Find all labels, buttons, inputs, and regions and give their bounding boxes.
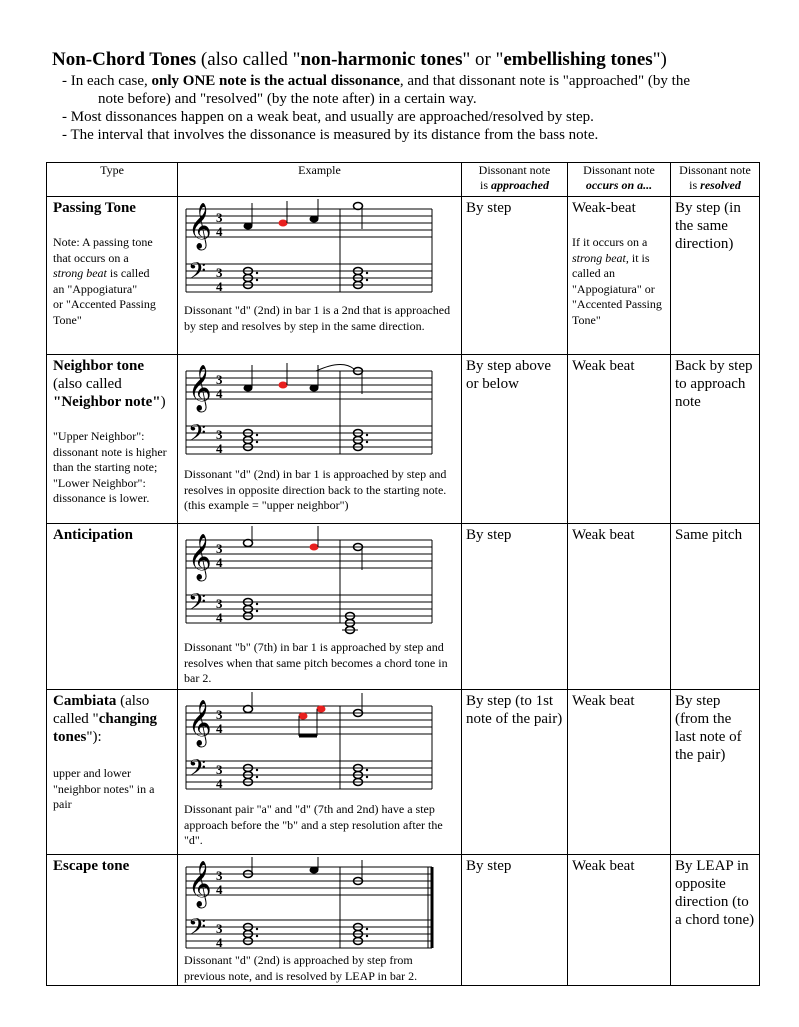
bullet-3: - The interval that involves the dissonance is measured by its distance from the bass note.: [62, 127, 599, 143]
type-name: Anticipation: [53, 527, 134, 543]
svg-text:4: 4: [216, 776, 223, 791]
header-type: Type: [47, 163, 178, 197]
svg-text:4: 4: [216, 441, 223, 456]
bass-clef-icon: 𝄢: [188, 257, 207, 290]
music-example-neighbor-tone: [182, 357, 442, 461]
header-approached: Dissonant note is approached: [462, 163, 568, 197]
svg-text:4: 4: [216, 224, 223, 239]
example-caption: Dissonant "d" (2nd) is approached by step from previous note, and is resolved by LEAP in bar 2.: [184, 953, 418, 983]
example-cell: [178, 524, 462, 690]
type-name: Escape tone: [53, 858, 130, 874]
svg-text:3: 3: [216, 265, 223, 280]
approached-cell: By step: [462, 197, 568, 355]
svg-text:4: 4: [216, 935, 223, 950]
type-name: Cambiata (also called "changing tones"):: [53, 693, 158, 745]
music-example-escape-tone: [182, 857, 442, 953]
treble-clef-icon: 𝄞: [188, 534, 212, 580]
bass-clef-icon: 𝄢: [188, 913, 207, 946]
type-name: Passing Tone: [53, 200, 136, 216]
svg-text:3: 3: [216, 596, 223, 611]
svg-text:4: 4: [216, 279, 223, 294]
example-cell: [178, 197, 462, 355]
approached-cell: By step above or below: [462, 355, 568, 524]
intro-bullets: [52, 72, 772, 144]
bass-clef-icon: 𝄢: [188, 754, 207, 787]
treble-clef-icon: 𝄞: [188, 861, 212, 907]
svg-text:4: 4: [216, 610, 223, 625]
bullet-1: - In each case, only ONE note is the actual dissonance, and that dissonant note is "approached" (by the note before) and "resolved" (by the note after) in a certain way.: [62, 73, 690, 107]
music-example-cambiata: [182, 692, 442, 796]
svg-text:3: 3: [216, 868, 223, 883]
example-cell: [178, 690, 462, 855]
svg-text:3: 3: [216, 921, 223, 936]
occurs-cell: Weak beat: [568, 690, 671, 855]
svg-text:4: 4: [216, 386, 223, 401]
treble-clef-icon: 𝄞: [188, 700, 212, 746]
resolved-cell: Same pitch: [671, 524, 760, 690]
svg-text:3: 3: [216, 210, 223, 225]
type-name: Neighbor tone (also called "Neighbor note"): [53, 358, 166, 410]
page-title: Non-Chord Tones (also called "non-harmonic tones" or "embellishing tones"): [52, 49, 667, 70]
svg-text:3: 3: [216, 762, 223, 777]
table-header-row: [47, 163, 760, 197]
treble-clef-icon: 𝄞: [188, 203, 212, 249]
resolved-cell: By step (from the last note of the pair): [671, 690, 760, 855]
svg-text:3: 3: [216, 372, 223, 387]
approached-cell: By step (to 1st note of the pair): [462, 690, 568, 855]
header-occurs: Dissonant note occurs on a...: [568, 163, 671, 197]
type-cell: [47, 355, 178, 524]
table-row: [47, 355, 760, 524]
bass-clef-icon: 𝄢: [188, 419, 207, 452]
header-example: Example: [178, 163, 462, 197]
table-row: [47, 690, 760, 855]
svg-text:4: 4: [216, 721, 223, 736]
type-note: Note: A passing tone that occurs on a strong beat is called an "Appogiatura" or "Accented Passing Tone": [53, 235, 156, 327]
type-note: "Upper Neighbor": dissonant note is higher than the starting note; "Lower Neighbor": dissonance is lower.: [53, 429, 167, 505]
table-row: [47, 197, 760, 355]
header-resolved: Dissonant note is resolved: [671, 163, 760, 197]
non-chord-tones-table: [46, 162, 760, 986]
table-row: [47, 524, 760, 690]
occurs-cell: Weak beat: [568, 355, 671, 524]
example-caption: Dissonant pair "a" and "d" (7th and 2nd) have a step approach before the "b" and a step resolution after the "d".: [184, 802, 443, 847]
music-example-passing-tone: [182, 199, 442, 303]
svg-text:4: 4: [216, 555, 223, 570]
svg-text:4: 4: [216, 882, 223, 897]
svg-text:3: 3: [216, 541, 223, 556]
example-cell: [178, 355, 462, 524]
type-note: upper and lower "neighbor notes" in a pair: [53, 766, 155, 811]
resolved-cell: By LEAP in opposite direction (to a chord tone): [671, 855, 760, 986]
bullet-2: - Most dissonances happen on a weak beat, and usually are approached/resolved by step.: [62, 109, 594, 125]
type-cell: [47, 855, 178, 986]
type-cell: [47, 690, 178, 855]
example-caption: Dissonant "d" (2nd) in bar 1 is a 2nd that is approached by step and resolves by step in the same direction.: [184, 303, 451, 333]
example-caption: Dissonant "b" (7th) in bar 1 is approached by step and resolves when that same pitch becomes a chord tone in bar 2.: [184, 640, 448, 685]
type-cell: [47, 524, 178, 690]
approached-cell: By step: [462, 524, 568, 690]
occurs-cell: Weak-beat If it occurs on a strong beat, it is called an "Appogiatura" or "Accented Passing Tone": [568, 197, 671, 355]
svg-text:3: 3: [216, 427, 223, 442]
type-cell: [47, 197, 178, 355]
example-cell: [178, 855, 462, 986]
resolved-cell: By step (in the same direction): [671, 197, 760, 355]
page-heading: [52, 48, 772, 144]
resolved-cell: Back by step to approach note: [671, 355, 760, 524]
occurs-note: If it occurs on a strong beat, it is called an "Appogiatura" or "Accented Passing Tone": [572, 235, 662, 327]
example-caption: Dissonant "d" (2nd) in bar 1 is approached by step and resolves in opposite direction back to the starting note. (this example = "upper neighbor"): [184, 467, 447, 512]
treble-clef-icon: 𝄞: [188, 365, 212, 411]
occurs-cell: Weak beat: [568, 524, 671, 690]
approached-cell: By step: [462, 855, 568, 986]
music-example-anticipation: [182, 526, 442, 640]
svg-text:3: 3: [216, 707, 223, 722]
table-row: [47, 855, 760, 986]
bass-clef-icon: 𝄢: [188, 588, 207, 621]
occurs-cell: Weak beat: [568, 855, 671, 986]
